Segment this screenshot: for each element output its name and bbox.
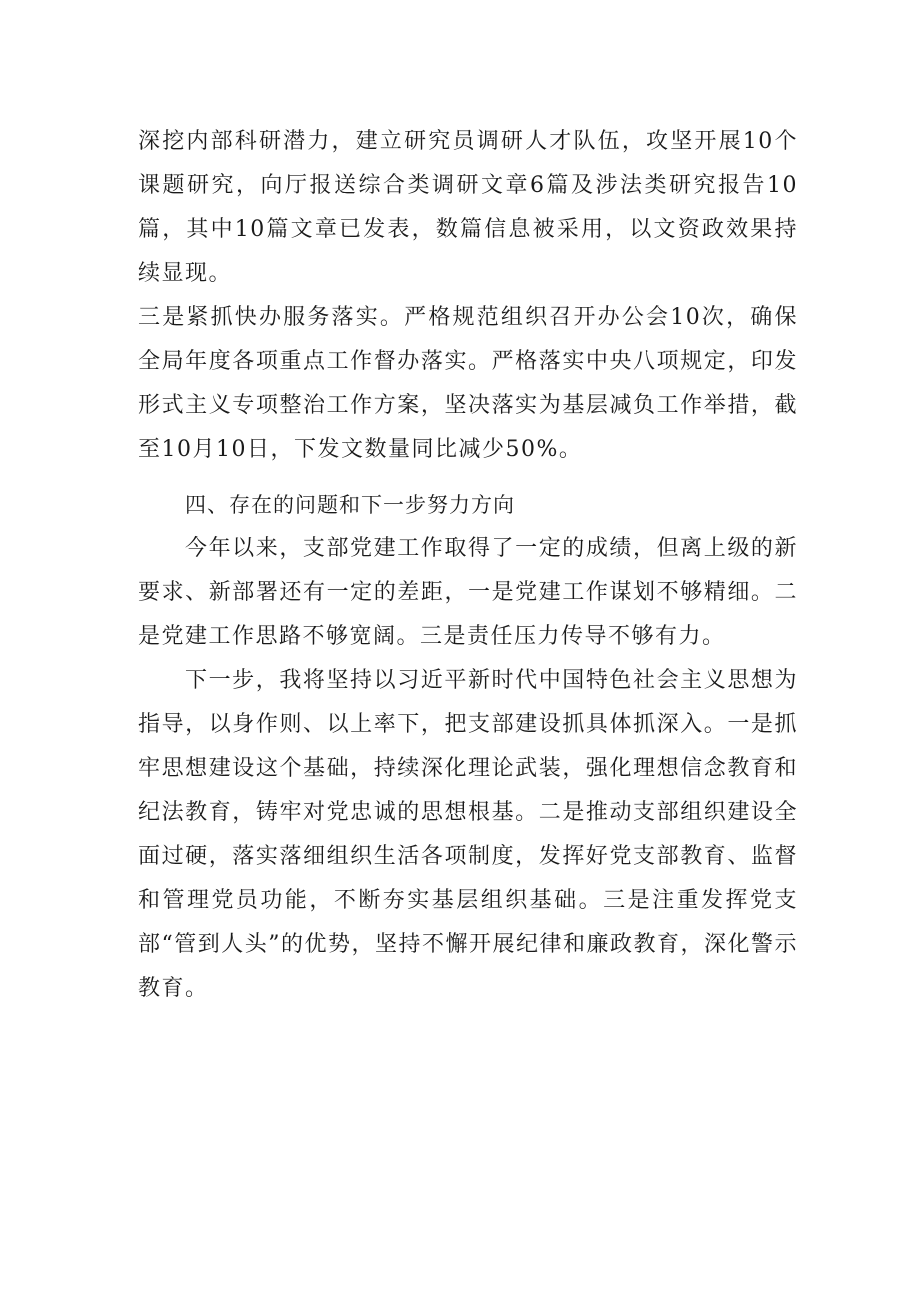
point-three-lead: 三是紧抓快办服务落实。: [138, 305, 405, 330]
document-body: [138, 120, 798, 1011]
section-heading: 四、存在的问题和下一步努力方向: [185, 493, 515, 517]
paragraph-problems: 今年以来，支部党建工作取得了一定的成绩，但离上级的新要求、新部署还有一定的差距，一是党建工作谋划不够精细。二是党建工作思路不够宽阔。三是责任压力传导不够有力。: [138, 536, 798, 649]
point-three-body: 严格规范组织召开办公会10次，确保全局年度各项重点工作督办落实。严格落实中央八项规定，印发形式主义专项整治工作方案，坚决落实为基层减负工作举措，截至10月10日，下发文数量同比减少50%。: [138, 305, 798, 462]
paragraph-continued: 深挖内部科研潜力，建立研究员调研人才队伍，攻坚开展10个课题研究，向厅报送综合类调研文章6篇及涉法类研究报告10篇，其中10篇文章已发表，数篇信息被采用，以文资政效果持续显现。: [138, 129, 798, 286]
paragraph-next-steps: 下一步，我将坚持以习近平新时代中国特色社会主义思想为指导，以身作则、以上率下，把支部建设抓具体抓深入。一是抓牢思想建设这个基础，持续深化理论武装，强化理想信念教育和纪法教育，铸牢对党忠诚的思想根基。二是推动支部组织建设全面过硬，落实落细组织生活各项制度，发挥好党支部教育、监督和管理党员功能，不断夯实基层组织基础。三是注重发挥党支部“管到人头”的优势，坚持不懈开展纪律和廉政教育，深化警示教育。: [138, 668, 798, 1001]
paragraph-point-three: [138, 296, 798, 472]
